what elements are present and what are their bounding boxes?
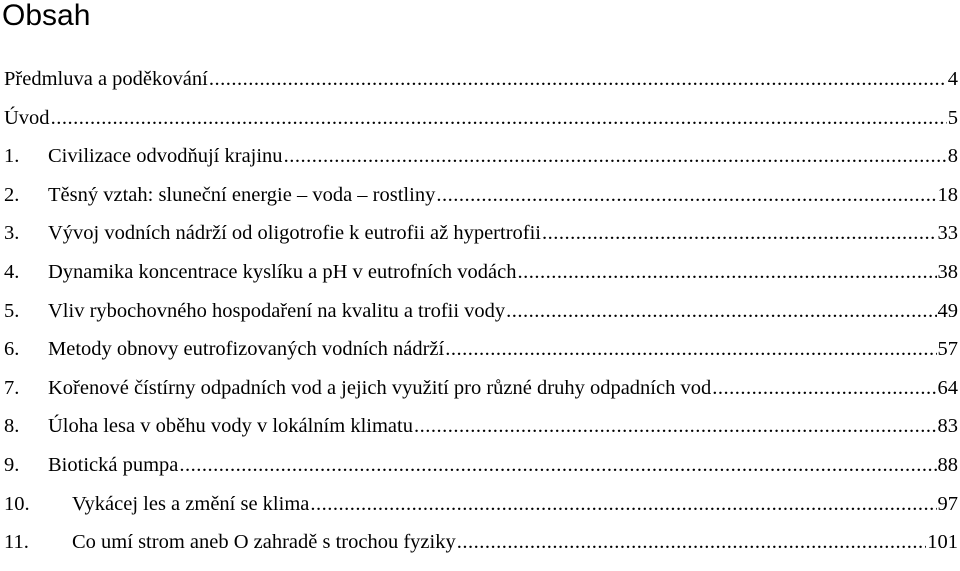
toc-entry-label: Biotická pumpa xyxy=(48,453,179,476)
toc-page-number: 64 xyxy=(937,376,958,399)
toc-page-number: 33 xyxy=(937,222,958,245)
toc-chapter-number: 6. xyxy=(4,338,20,361)
toc-entry-label: Metody obnovy eutrofizovaných vodních nádrží xyxy=(48,338,445,361)
toc-entry-chapter-3[interactable] xyxy=(4,214,958,253)
toc-dot-leader xyxy=(209,60,947,99)
toc-entry-chapter-10[interactable] xyxy=(4,485,958,524)
toc-page-number: 8 xyxy=(947,145,958,168)
toc-chapter-number: 4. xyxy=(4,260,20,283)
toc-entry-label: Vliv rybochovného hospodaření na kvalitu a trofii vody xyxy=(48,299,506,322)
toc-dot-leader xyxy=(518,253,937,292)
toc-page-number: 4 xyxy=(947,68,958,90)
toc-chapter-number: 1. xyxy=(4,145,20,168)
toc-entry-chapter-1[interactable] xyxy=(4,137,958,176)
toc-entry-chapter-4[interactable] xyxy=(4,253,958,292)
toc-chapter-number: 3. xyxy=(4,222,20,245)
toc-dot-leader xyxy=(457,523,927,562)
toc-page-number: 101 xyxy=(927,531,958,554)
toc-entry-chapter-5[interactable] xyxy=(4,292,958,331)
toc-dot-leader xyxy=(712,369,936,408)
toc-entry-introduction[interactable] xyxy=(4,99,958,138)
toc-page-number: 57 xyxy=(937,338,958,361)
toc-chapter-number: 9. xyxy=(4,453,20,476)
toc-entry-label: Co umí strom aneb O zahradě s trochou fyziky xyxy=(72,531,456,554)
page-title: Obsah xyxy=(2,0,91,32)
toc-page-number: 5 xyxy=(947,106,958,129)
toc-entry-chapter-11[interactable] xyxy=(4,523,958,562)
toc-entry-label: Vykácej les a změní se klima xyxy=(72,492,310,515)
toc-page-number: 49 xyxy=(937,299,958,322)
toc-page-number: 83 xyxy=(937,415,958,438)
toc-page-number: 88 xyxy=(937,453,958,476)
toc-chapter-number: 8. xyxy=(4,415,20,438)
toc-dot-leader xyxy=(506,292,936,331)
toc-entry-chapter-8[interactable] xyxy=(4,407,958,446)
toc-entry-label: Dynamika koncentrace kyslíku a pH v eutrofních vodách xyxy=(48,260,517,283)
toc-page-number: 38 xyxy=(937,260,958,283)
toc-dot-leader xyxy=(51,99,947,138)
toc-dot-leader xyxy=(310,485,936,524)
table-of-contents xyxy=(4,60,958,562)
toc-entry-chapter-9[interactable] xyxy=(4,446,958,485)
toc-entry-label: Kořenové čístírny odpadních vod a jejich využití pro různé druhy odpadních vod xyxy=(48,376,712,399)
toc-entry-label: Civilizace odvodňují krajinu xyxy=(48,145,283,168)
toc-dot-leader xyxy=(414,407,937,446)
toc-page-number: 97 xyxy=(937,492,958,515)
toc-entry-label: Úloha lesa v oběhu vody v lokálním klimatu xyxy=(48,415,413,438)
toc-dot-leader xyxy=(284,137,947,176)
toc-entry-label: Úvod xyxy=(4,106,50,129)
toc-dot-leader xyxy=(445,330,936,369)
toc-chapter-number: 2. xyxy=(4,183,20,206)
toc-entry-chapter-7[interactable] xyxy=(4,369,958,408)
toc-entry-preface[interactable] xyxy=(4,60,958,99)
toc-entry-chapter-6[interactable] xyxy=(4,330,958,369)
toc-dot-leader xyxy=(436,176,936,215)
toc-chapter-number: 11. xyxy=(4,531,29,554)
toc-chapter-number: 5. xyxy=(4,299,20,322)
toc-dot-leader xyxy=(179,446,936,485)
toc-chapter-number: 7. xyxy=(4,376,20,399)
toc-page-number: 18 xyxy=(937,183,958,206)
toc-entry-label: Předmluva a poděkování xyxy=(4,68,208,90)
toc-entry-label: Vývoj vodních nádrží od oligotrofie k eutrofii až hypertrofii xyxy=(48,222,542,245)
toc-entry-chapter-2[interactable] xyxy=(4,176,958,215)
toc-entry-label: Těsný vztah: sluneční energie – voda – rostliny xyxy=(48,183,436,206)
toc-chapter-number: 10. xyxy=(4,492,30,515)
toc-dot-leader xyxy=(542,214,936,253)
